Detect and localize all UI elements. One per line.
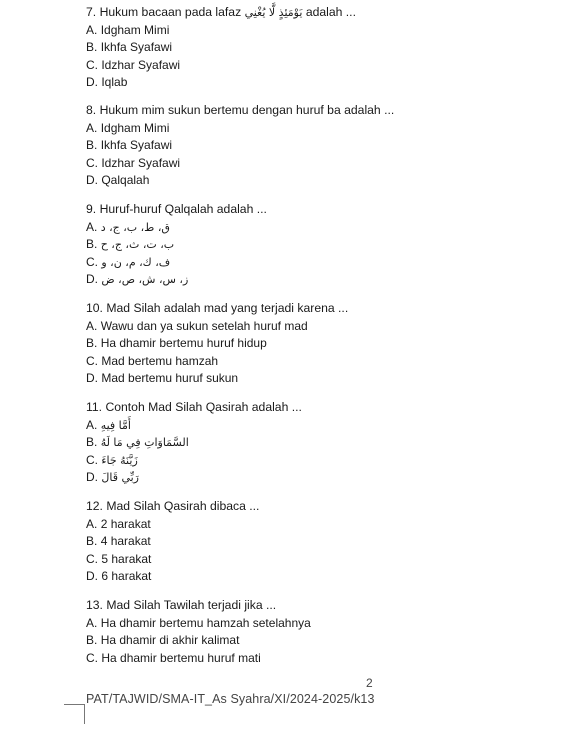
question-13 xyxy=(86,597,546,667)
question-text: 8. Hukum mim sukun bertemu dengan huruf ba adalah ... xyxy=(86,103,395,117)
arabic-letters: ب، ت، ث، ج، ح xyxy=(100,238,175,252)
option-c: C. Mad bertemu hamzah xyxy=(86,353,219,368)
question-number: 13. xyxy=(86,598,103,612)
option-c: C. Idzhar Syafawi xyxy=(86,57,181,72)
question-text-after: adalah ... xyxy=(305,5,356,19)
option-b: B. Ikhfa Syafawi xyxy=(86,138,173,153)
option-a: A. Ha dhamir bertemu hamzah setelahnya xyxy=(86,615,311,630)
question-text-before: Hukum bacaan pada lafaz xyxy=(99,5,242,19)
option-c: C. 5 harakat xyxy=(86,551,152,566)
question-10 xyxy=(86,300,546,388)
question-number: 12. xyxy=(86,499,103,513)
question-number: 7. xyxy=(86,5,97,19)
question-text: 12. Mad Silah Qasirah dibaca ... xyxy=(86,499,260,513)
option-d: D. Mad bertemu huruf sukun xyxy=(86,371,239,386)
question-number: 8. xyxy=(86,103,97,117)
arabic-letters: ق، ط، ب، ج، د xyxy=(100,220,170,234)
option-a: A. أَمَّا فِيهِ xyxy=(86,417,546,435)
footer-text: PAT/TAJWID/SMA-IT_As Syahra/XI/2024-2025/k13 xyxy=(86,692,375,706)
question-text xyxy=(86,4,546,22)
option-a: A. ق، ط، ب، ج، د xyxy=(86,219,546,237)
arabic-phrase: رَبِّي قَالَ xyxy=(101,471,139,485)
footer-rule xyxy=(64,704,84,705)
option-a: A. Idgham Mimi xyxy=(86,120,170,135)
option-a: A. Idgham Mimi xyxy=(86,22,170,37)
question-text: 10. Mad Silah adalah mad yang terjadi karena ... xyxy=(86,301,349,315)
question-text: 9. Huruf-huruf Qalqalah adalah ... xyxy=(86,202,267,216)
arabic-phrase: أَمَّا فِيهِ xyxy=(100,418,131,432)
arabic-phrase: زَيَّنَهُ جَاءَ xyxy=(101,453,138,467)
option-d: D. Iqlab xyxy=(86,75,128,90)
arabic-letters: ز، س، ش، ص، ض xyxy=(101,273,189,287)
question-number: 9. xyxy=(86,202,97,216)
option-b: B. Ha dhamir bertemu huruf hidup xyxy=(86,336,267,351)
page-number: 2 xyxy=(366,676,373,690)
question-12 xyxy=(86,498,546,586)
option-b: B. 4 harakat xyxy=(86,534,151,549)
option-c: C. Idzhar Syafawi xyxy=(86,155,181,170)
option-c: C. Ha dhamir bertemu huruf mati xyxy=(86,650,261,665)
question-text: 11. Contoh Mad Silah Qasirah adalah ... xyxy=(86,400,302,414)
question-11 xyxy=(86,399,546,487)
option-a: A. 2 harakat xyxy=(86,516,151,531)
question-9 xyxy=(86,201,546,289)
arabic-phrase: السَّمَاوَاتِ فِي مَا لَهُ xyxy=(100,436,189,450)
option-b: B. Ikhfa Syafawi xyxy=(86,40,173,55)
option-c: C. زَيَّنَهُ جَاءَ xyxy=(86,452,546,470)
option-d: D. 6 harakat xyxy=(86,569,152,584)
option-b: B. Ha dhamir di akhir kalimat xyxy=(86,633,240,648)
arabic-phrase: يَوْمَئِذٍ لَّا يُغْنِي xyxy=(244,6,303,19)
question-text: 13. Mad Silah Tawilah terjadi jika ... xyxy=(86,598,277,612)
question-8 xyxy=(86,102,546,190)
option-d: D. رَبِّي قَالَ xyxy=(86,469,546,487)
option-d: D. Qalqalah xyxy=(86,173,150,188)
option-a: A. Wawu dan ya sukun setelah huruf mad xyxy=(86,318,308,333)
arabic-letters: ف، ك، م، ن، و xyxy=(101,255,171,269)
option-b: B. السَّمَاوَاتِ فِي مَا لَهُ xyxy=(86,434,546,452)
footer-rule-vertical xyxy=(84,704,85,724)
question-number: 10. xyxy=(86,301,103,315)
question-number: 11. xyxy=(86,400,103,414)
question-7 xyxy=(86,4,546,92)
option-b: B. ب، ت، ث، ج، ح xyxy=(86,236,546,254)
option-d: D. ز، س، ش، ص، ض xyxy=(86,271,546,289)
option-c: C. ف، ك، م، ن، و xyxy=(86,254,546,272)
